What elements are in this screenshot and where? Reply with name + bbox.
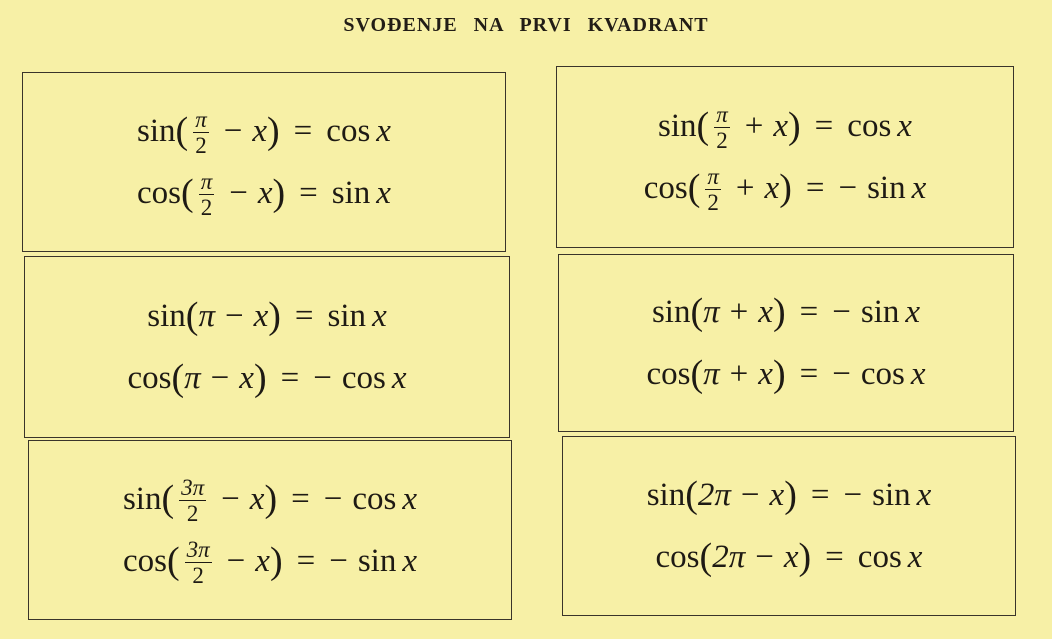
formula-box-pi-plus-x <box>558 254 1014 432</box>
formula-cos-pi-half-minus-x: cos ( $\frac{\pi}{2}$ − x ) = sin x <box>137 168 391 220</box>
fraction-three-pi-over-2: $\frac{3\pi}{2}$ <box>181 474 205 526</box>
fraction-pi-over-2: $\frac{\pi}{2}$ <box>200 168 213 220</box>
fraction-three-pi-over-2: $\frac{3\pi}{2}$ <box>186 536 210 588</box>
formula-box-pi-half-minus-x <box>22 72 506 252</box>
fraction-pi-over-2: $\frac{\pi}{2}$ <box>195 106 207 158</box>
formula-cos-pi-minus-x: cos ( π − x ) = − cos x <box>127 357 407 399</box>
formula-sin-two-pi-minus-x: sin ( 2π − x ) = − sin x <box>646 474 932 516</box>
formula-box-pi-minus-x <box>24 256 510 438</box>
formula-cos-three-pi-half-minus-x: cos ( $\frac{3\pi}{2}$ − x ) = − sin x <box>122 536 418 588</box>
fraction-pi-over-2: $\frac{\pi}{2}$ <box>707 163 719 215</box>
formula-box-three-pi-half-minus-x <box>28 440 512 620</box>
formula-sin-three-pi-half-minus-x: sin ( $\frac{3\pi}{2}$ − x ) = − cos x <box>122 474 418 526</box>
formula-sin-pi-half-minus-x: sin ( $\frac{\pi}{2}$ − x ) = cos x <box>137 106 391 158</box>
formula-cos-pi-plus-x: cos ( π + x ) = − cos x <box>646 353 926 395</box>
formula-sin-pi-plus-x: sin ( π + x ) = − sin x <box>651 291 921 333</box>
formula-sin-pi-half-plus-x: sin ( $\frac{\pi}{2}$ + x ) = cos x <box>658 101 912 153</box>
formula-cos-pi-half-plus-x: cos ( $\frac{\pi}{2}$ + x ) = − sin x <box>643 163 927 215</box>
formula-cos-two-pi-minus-x: cos ( 2π − x ) = cos x <box>655 536 923 578</box>
page-title: SVOĐENJE NA PRVI KVADRANT <box>343 14 709 36</box>
formula-box-pi-half-plus-x <box>556 66 1014 248</box>
formula-sin-pi-minus-x: sin ( π − x ) = sin x <box>147 295 387 337</box>
fraction-pi-over-2: $\frac{\pi}{2}$ <box>716 101 728 153</box>
formula-box-two-pi-minus-x <box>562 436 1016 616</box>
